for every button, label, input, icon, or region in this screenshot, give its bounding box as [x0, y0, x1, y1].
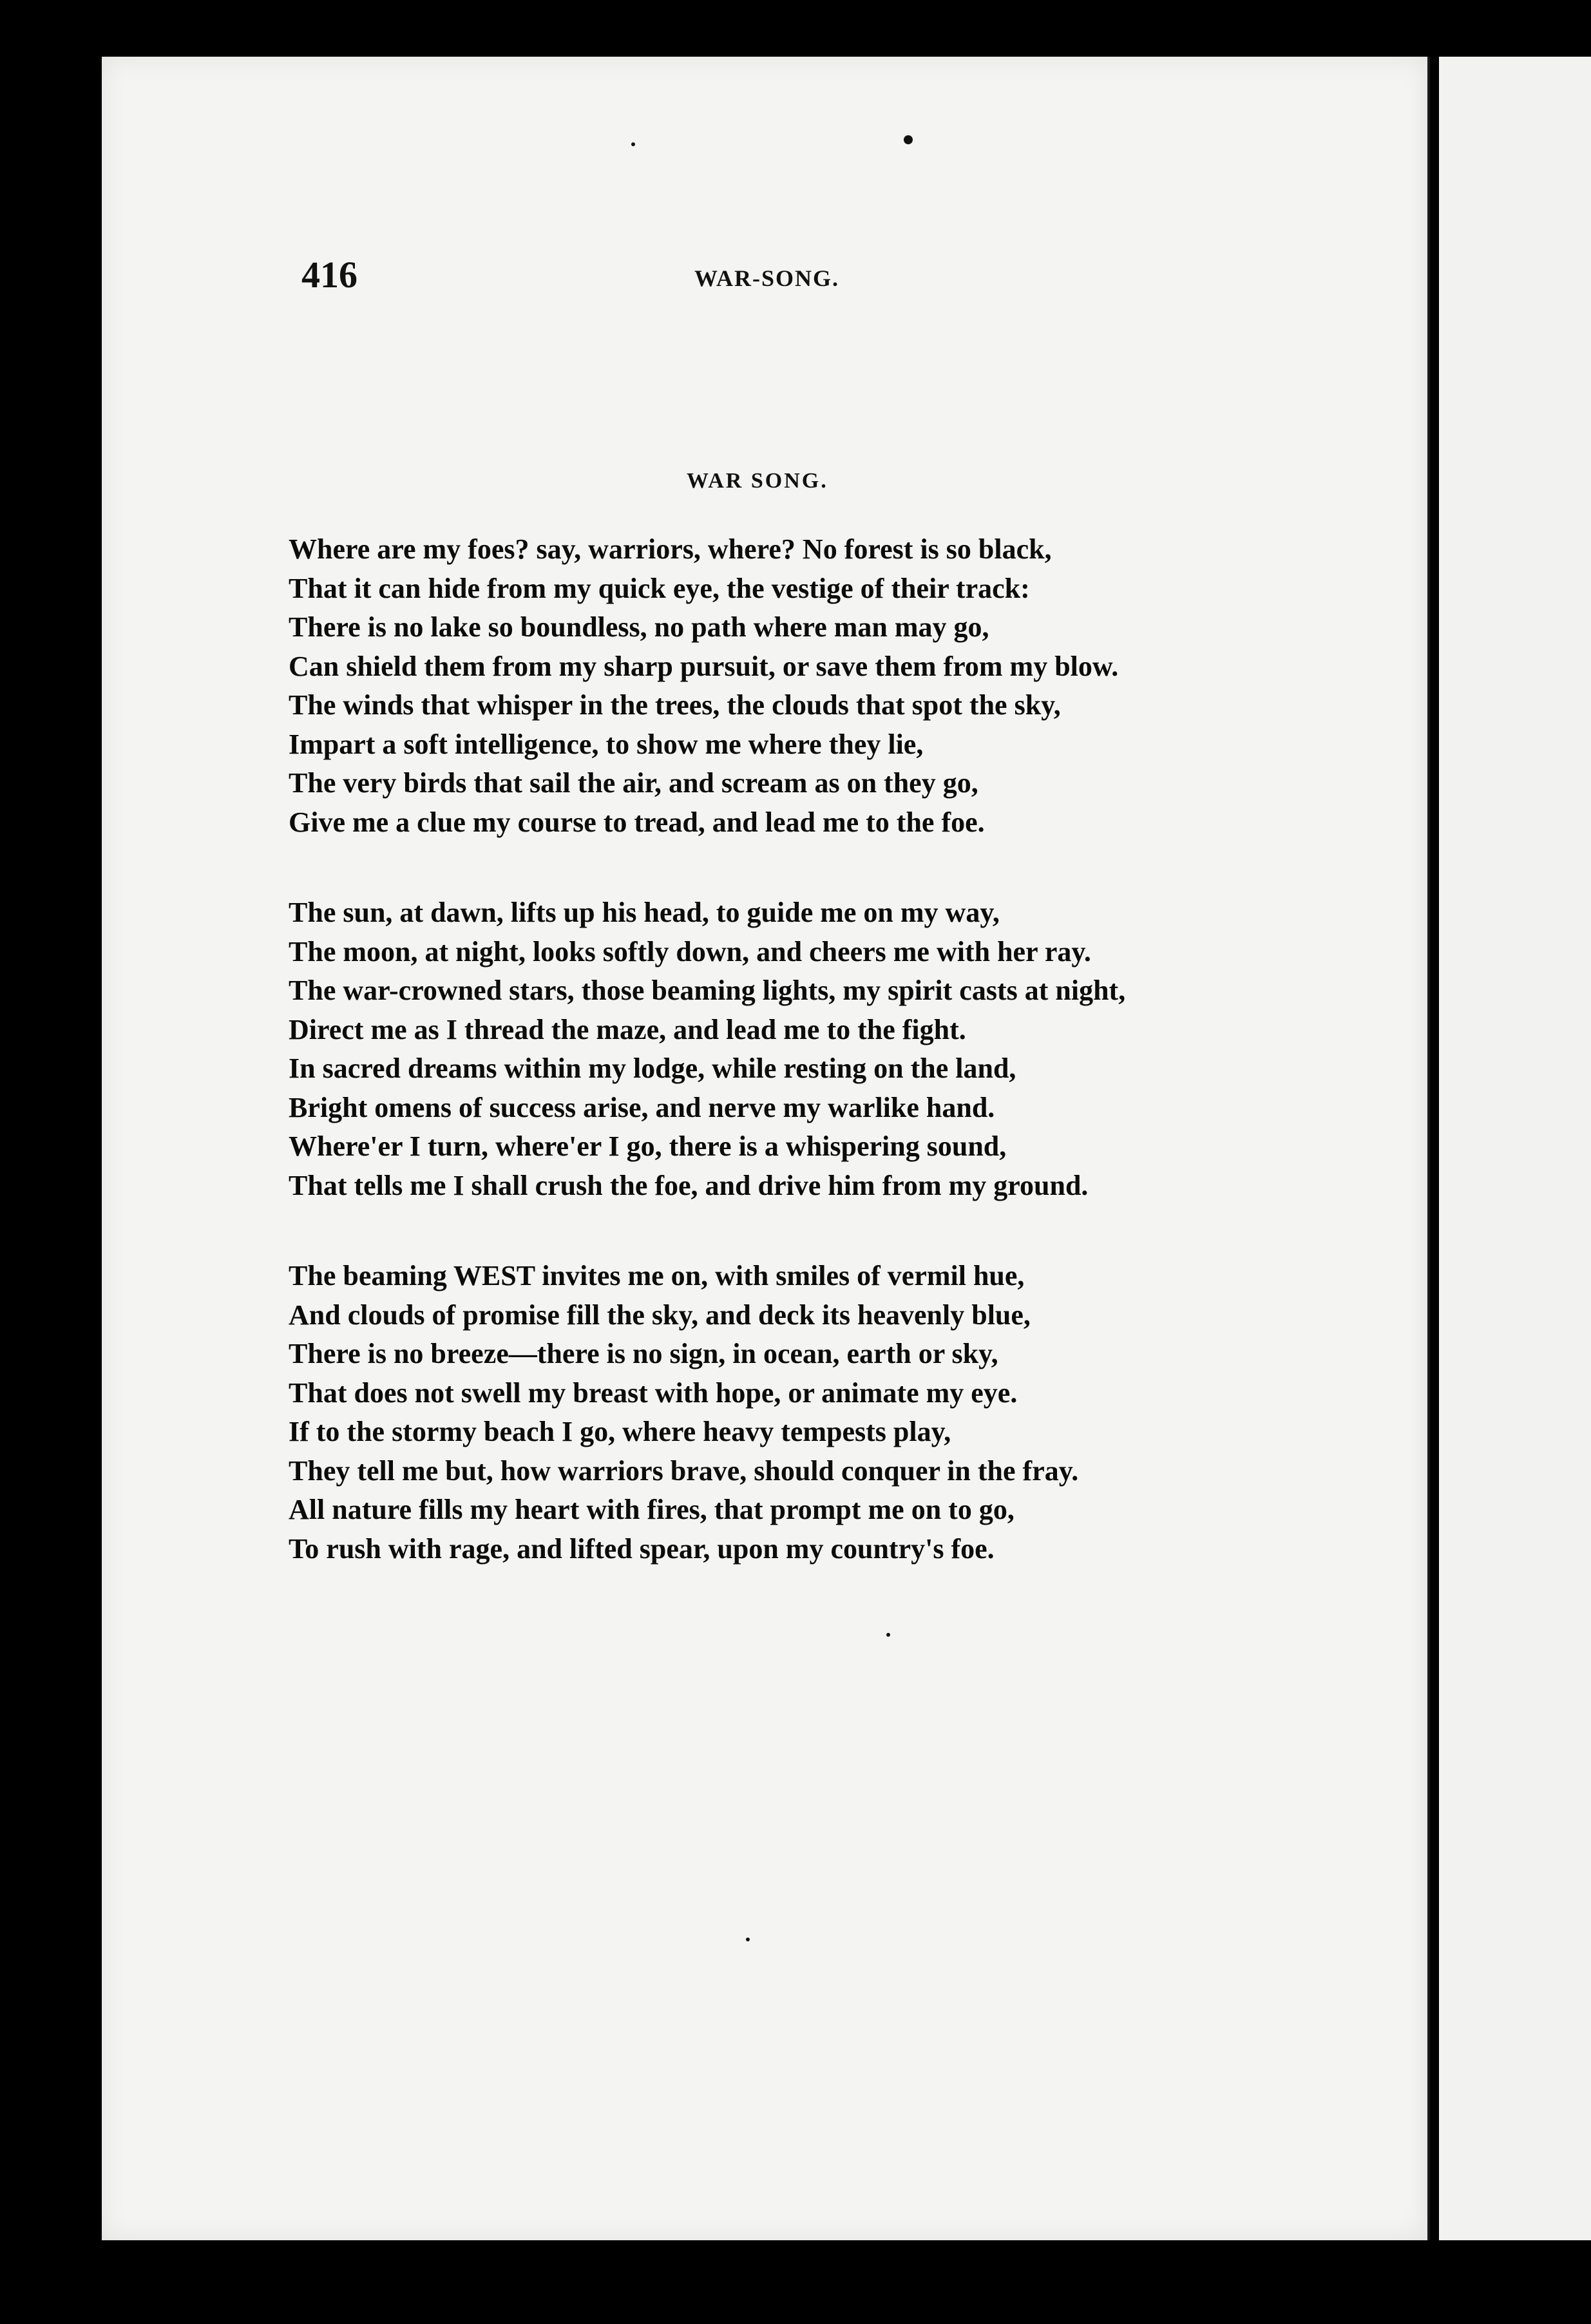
facing-page-edge — [1439, 57, 1591, 2240]
poem-line: The war-crowned stars, those beaming lights, my spirit casts at night, — [289, 975, 1126, 1006]
page-number: 416 — [301, 254, 357, 296]
poem-line: The winds that whisper in the trees, the clouds that spot the sky, — [289, 689, 1061, 721]
stanza-3 — [289, 1257, 1351, 1568]
poem-line: Bright omens of success arise, and nerve my warlike hand. — [289, 1091, 995, 1123]
poem-line: All nature fills my heart with fires, that prompt me on to go, — [289, 1494, 1015, 1525]
page-gutter-line — [1427, 57, 1430, 2240]
scan-speck — [631, 142, 635, 146]
poem-line: There is no breeze—there is no sign, in ocean, earth or sky, — [289, 1338, 998, 1369]
page-header — [102, 253, 1427, 311]
bleed-through-text — [701, 392, 707, 422]
poem-line: Impart a soft intelligence, to show me where they lie, — [289, 728, 924, 760]
poem-title: WAR SONG. — [687, 469, 828, 493]
running-head: WAR-SONG. — [694, 265, 840, 291]
poem-line: Where'er I turn, where'er I go, there is a whispering sound, — [289, 1130, 1007, 1162]
poem-line: The moon, at night, looks softly down, and cheers me with her ray. — [289, 935, 1091, 967]
poem-line: Direct me as I thread the maze, and lead me to the fight. — [289, 1013, 966, 1045]
poem-line: Give me a clue my course to tread, and lead me to the foe. — [289, 806, 985, 838]
scan-speck — [746, 1938, 750, 1941]
poem-line: There is no lake so boundless, no path where man may go, — [289, 611, 989, 643]
poem-line: The very birds that sail the air, and scream as on they go, — [289, 767, 978, 799]
poem-line: Can shield them from my sharp pursuit, or save them from my blow. — [289, 650, 1119, 682]
poem-line: That it can hide from my quick eye, the vestige of their track: — [289, 572, 1030, 604]
poem-line: In sacred dreams within my lodge, while resting on the land, — [289, 1052, 1016, 1084]
poem-line: And clouds of promise fill the sky, and deck its heavenly blue, — [289, 1299, 1031, 1331]
poem-line: Where are my foes? say, warriors, where? No forest is so black, — [289, 533, 1052, 565]
stanza-1 — [289, 530, 1351, 842]
poem-body — [289, 530, 1351, 1620]
stanza-2 — [289, 893, 1351, 1205]
poem-line: They tell me but, how warriors brave, should conquer in the fray. — [289, 1454, 1079, 1487]
poem-line: The sun, at dawn, lifts up his head, to guide me on my way, — [289, 897, 1000, 928]
scan-speck — [886, 1633, 890, 1637]
poem-line: That tells me I shall crush the foe, and drive him from my ground. — [289, 1169, 1089, 1201]
scan-speck — [904, 135, 913, 144]
poem-line: That does not swell my breast with hope, or animate my eye. — [289, 1376, 1018, 1409]
poem-line: The beaming WEST invites me on, with smiles of vermil hue, — [289, 1260, 1025, 1291]
book-page — [102, 57, 1427, 2240]
poem-line: To rush with rage, and lifted spear, upon my country's foe. — [289, 1532, 995, 1565]
poem-line: If to the stormy beach I go, where heavy tempests play, — [289, 1416, 951, 1447]
